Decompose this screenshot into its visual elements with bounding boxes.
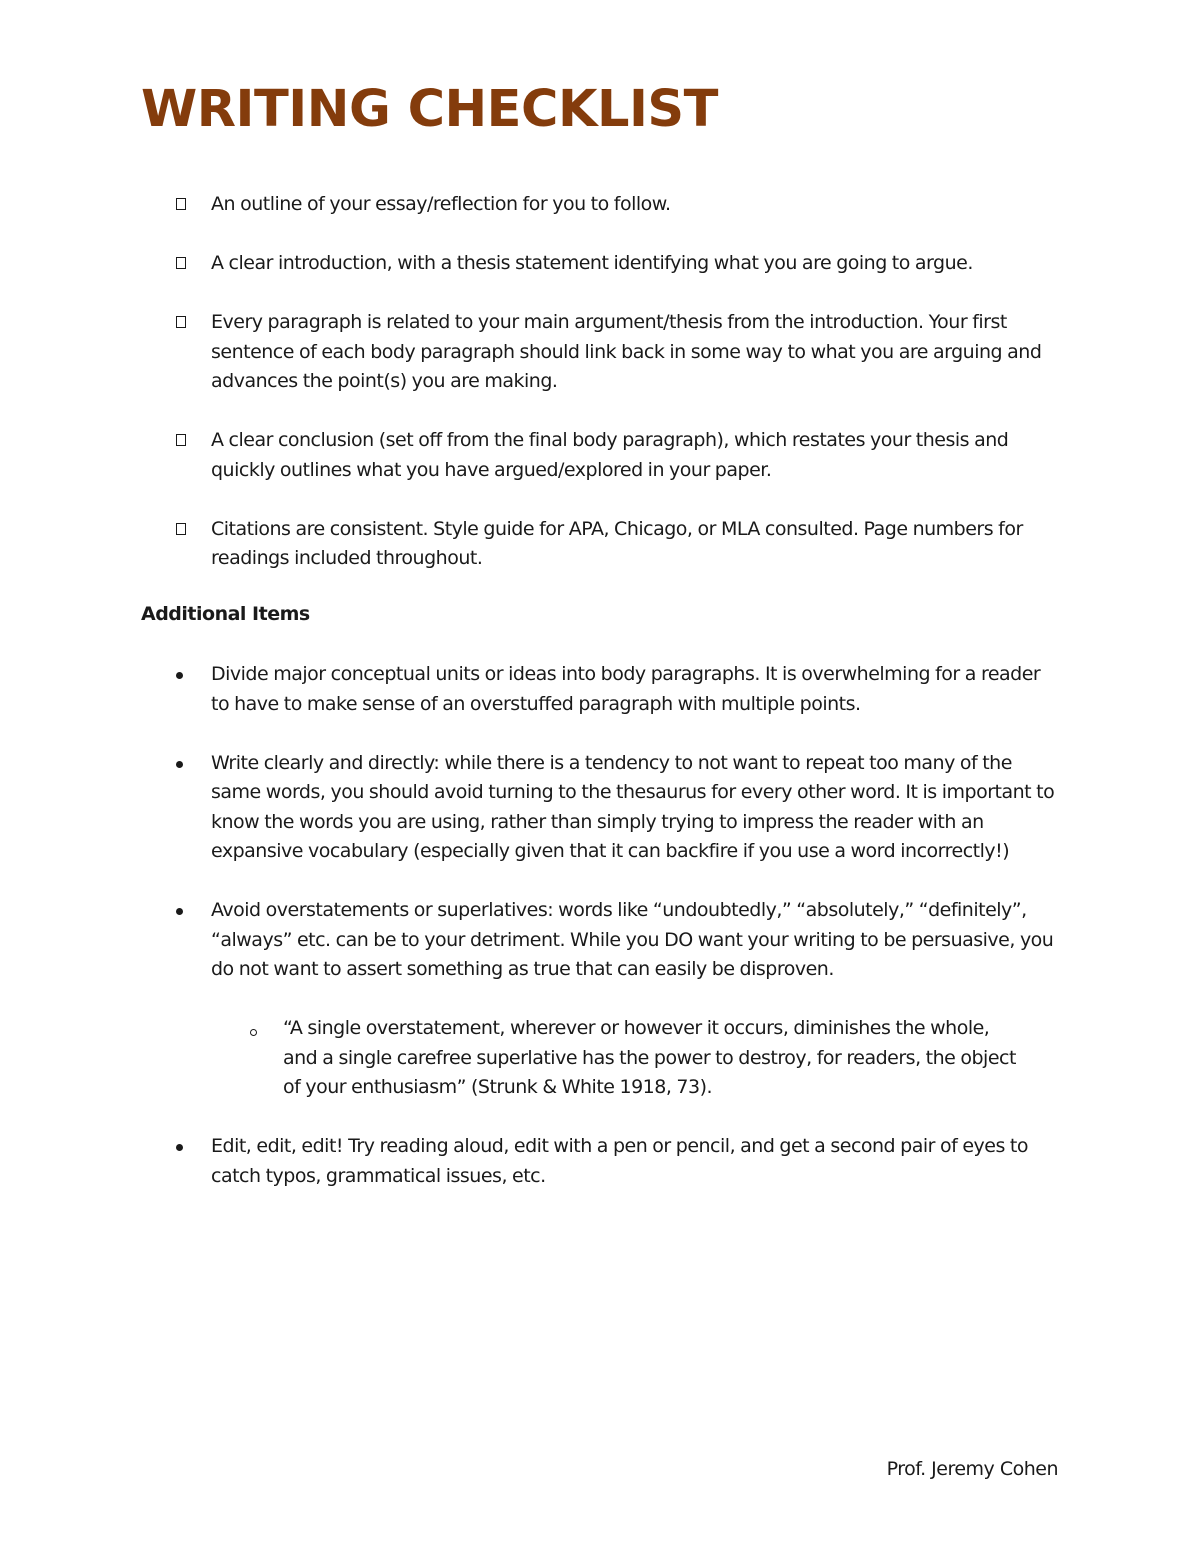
writing-checklist — [0, 190, 1061, 603]
quote-sublist — [211, 1014, 1061, 1103]
checklist-item-text: A clear introduction, with a thesis statement identifying what you are going to argue. — [211, 252, 973, 274]
circle-bullet-icon — [250, 1029, 257, 1036]
quote-text: “A single overstatement, wherever or however it occurs, diminishes the whole, and a single carefree superlative has the power to destroy, for readers, the object of your enthusiasm” (Strunk & White 1918, 73). — [283, 1017, 1016, 1098]
page-title: WRITING CHECKLIST — [141, 80, 718, 139]
bullet-item — [0, 1132, 1061, 1191]
checkbox-icon[interactable] — [176, 523, 186, 535]
checklist-item-text: A clear conclusion (set off from the final body paragraph), which restates your thesis and quickly outlines what you have argued/explored in your paper. — [211, 429, 1009, 481]
bullet-icon — [176, 908, 183, 915]
bullet-item-text: Divide major conceptual units or ideas into body paragraphs. It is overwhelming for a reader to have to make sense of an overstuffed paragraph with multiple points. — [211, 663, 1041, 715]
bullet-item — [0, 749, 1061, 867]
checklist-item-text: Citations are consistent. Style guide for APA, Chicago, or MLA consulted. Page numbers for readings included throughout. — [211, 517, 1023, 569]
quote-item — [211, 1014, 1023, 1103]
bullet-icon — [176, 672, 183, 679]
checklist-item — [0, 308, 1061, 397]
checkbox-icon[interactable] — [176, 316, 186, 328]
checkbox-icon[interactable] — [176, 198, 186, 210]
checklist-item — [0, 426, 1061, 485]
checklist-item-text: An outline of your essay/reflection for you to follow. — [211, 193, 671, 215]
bullet-item — [0, 896, 1061, 1103]
bullet-icon — [176, 1144, 183, 1151]
checklist-item — [0, 515, 1061, 574]
checkbox-icon[interactable] — [176, 434, 186, 446]
additional-items-heading: Additional Items — [141, 603, 310, 625]
additional-items-list — [0, 660, 1061, 1221]
bullet-item-text: Write clearly and directly: while there is a tendency to not want to repeat too many of the same words, you should avoid turning to the thesaurus for every other word. It is important to know the words you are using, rather than simply trying to impress the reader with an expansive vocabulary (especially given that it can backfire if you use a word incorrectly!) — [211, 751, 1055, 862]
bullet-item-text: Edit, edit, edit! Try reading aloud, edit with a pen or pencil, and get a second pair of eyes to catch typos, grammatical issues, etc. — [211, 1135, 1028, 1187]
checkbox-icon[interactable] — [176, 257, 186, 269]
bullet-item-text: Avoid overstatements or superlatives: words like “undoubtedly,” “absolutely,” “definitely”, “always” etc. can be to your detriment. While you DO want your writing to be persuasive, you do not want to assert something as true that can easily be disproven. — [211, 899, 1054, 980]
bullet-item — [0, 660, 1061, 719]
checklist-item — [0, 190, 1061, 220]
checklist-item — [0, 249, 1061, 279]
checklist-item-text: Every paragraph is related to your main argument/thesis from the introduction. Your first sentence of each body paragraph should link back in some way to what you are arguing and advances the point(s) you are making. — [211, 311, 1042, 392]
bullet-icon — [176, 761, 183, 768]
author-footer: Prof. Jeremy Cohen — [886, 1458, 1058, 1480]
